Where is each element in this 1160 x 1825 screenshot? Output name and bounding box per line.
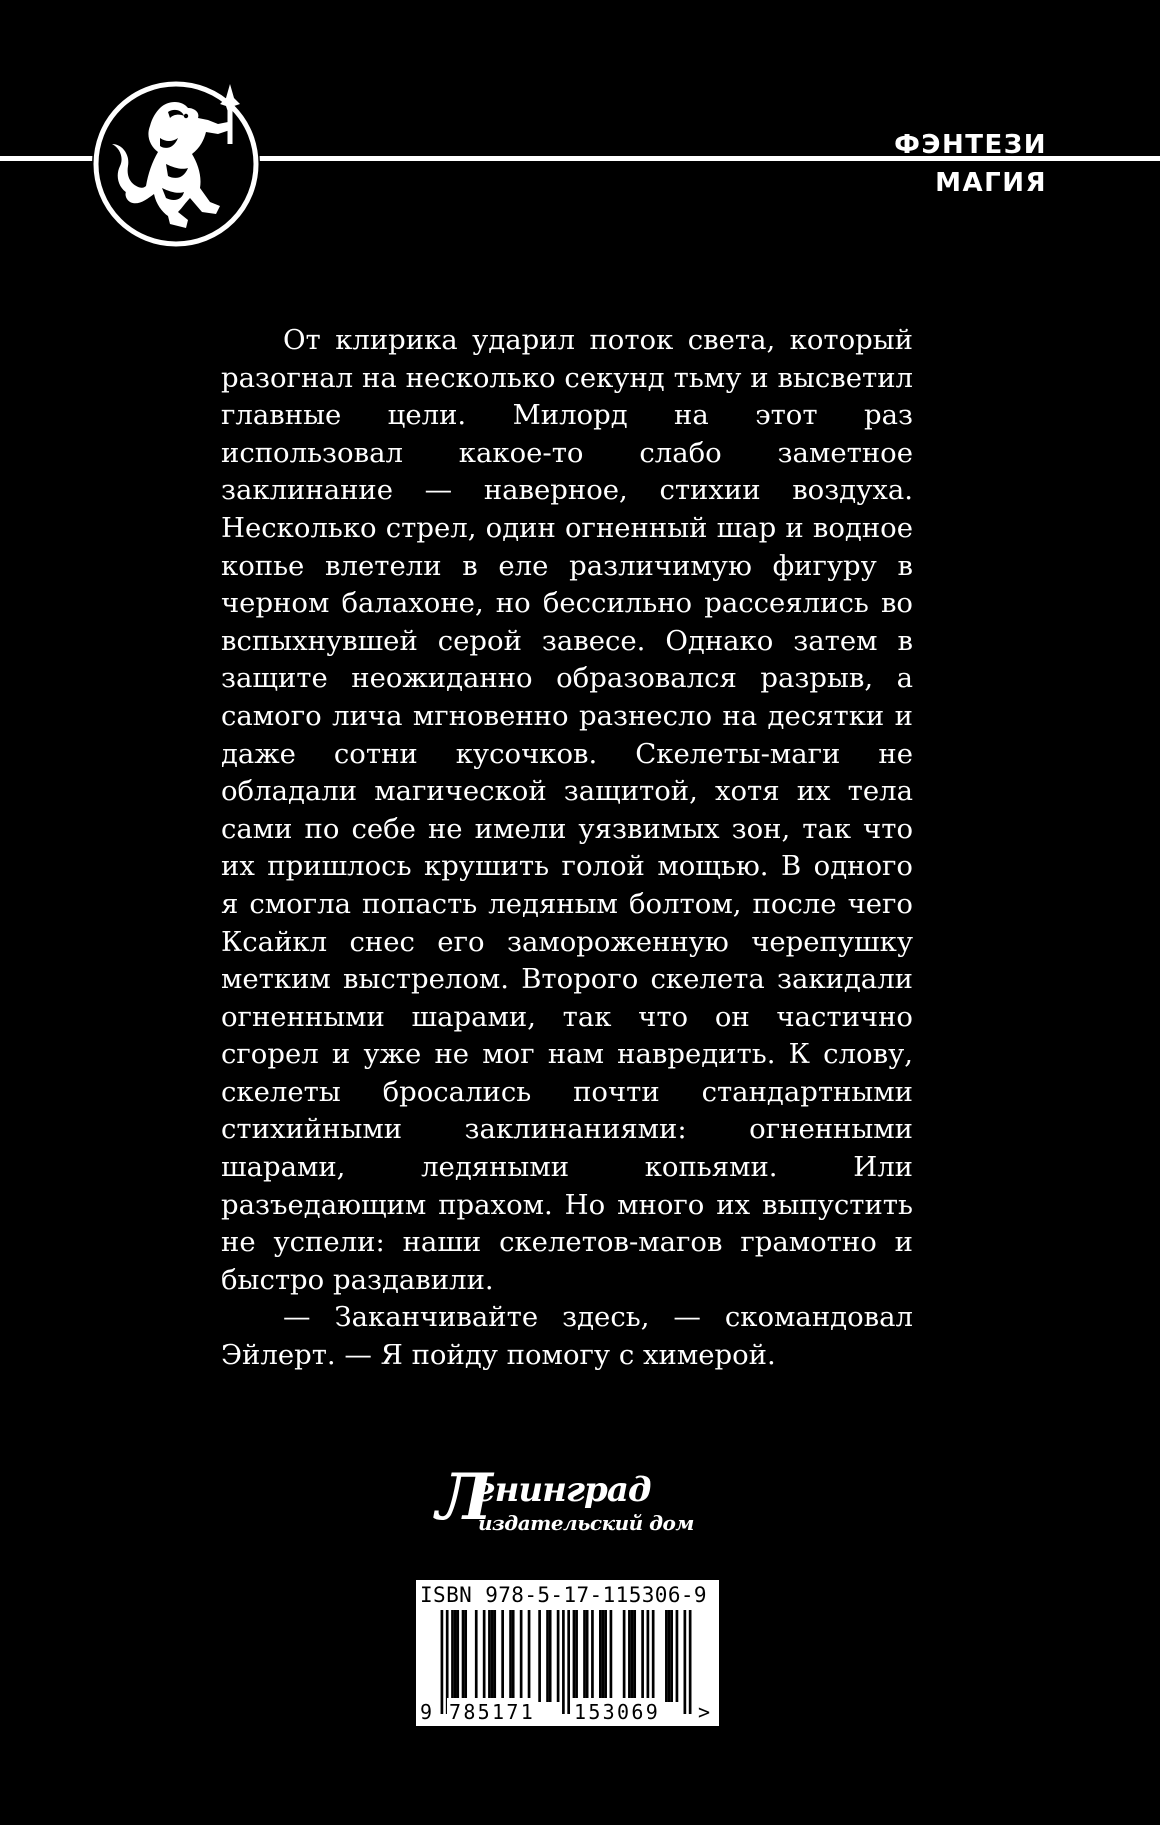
barcode-bar — [456, 1610, 459, 1702]
blurb-paragraph: От клирика ударил поток света, который разогнал на несколько секунд тьму и высветил главные цели. Милорд на этот раз использовал какое-то слабо заметное заклинание — наверное, стихии воздуха. Несколько стрел, один огненный шар и водное копье влетели в еле различимую фигуру в черном балахоне, но бессильно рассеялись во вспыхнувшей серой завесе. Однако затем в защите неожиданно образовался разрыв, а самого лича мгновенно разнесло на десятки и даже сотни кусочков. Скелеты-маги не обладали магической защитой, хотя их тела сами по себе не имели уязвимых зон, так что их пришлось крушить голой мощью. В одного я смогла попасть ледяным болтом, после чего Ксайкл снес его замороженную черепушку метким выстрелом. Второго скелета закидали огненными шарами, так что он частично сгорел и уже не мог нам навредить. К слову, скелеты бросались почти стандартными стихийными заклинаниями: огненными шарами, ледяными копьями. Или разъедающим прахом. Но много их выпустить не успели: наши скелетов-магов грамотно и быстро раздавили. — [221, 324, 913, 1296]
isbn-barcode — [416, 1580, 719, 1726]
barcode-bar — [575, 1610, 578, 1702]
blurb-paragraph: — Заканчивайте здесь, — скомандовал Эйлерт. — Я пойду помогу с химерой. — [221, 1301, 913, 1372]
ean-right-group: 153069 — [574, 1700, 661, 1724]
barcode-bar — [538, 1610, 541, 1702]
barcode-bar — [610, 1610, 613, 1702]
publisher-logo — [432, 1460, 732, 1542]
heraldic-lion-with-halberd-icon — [92, 80, 260, 248]
barcode-bar — [462, 1610, 465, 1702]
barcode-bar — [454, 1610, 457, 1702]
barcode-bar — [604, 1610, 607, 1702]
barcode-bar — [493, 1610, 496, 1702]
barcode-bar — [464, 1610, 467, 1702]
barcode-bar — [623, 1610, 626, 1702]
publisher-logo-name: енинград — [474, 1470, 651, 1510]
barcode-bar — [631, 1610, 634, 1702]
genre-labels — [894, 126, 1047, 202]
ean-left-group: 785171 — [449, 1700, 536, 1724]
barcode-bar — [451, 1610, 454, 1702]
barcode-bar — [591, 1610, 594, 1702]
barcode-bar — [647, 1610, 650, 1702]
genre-magic-label: МАГИЯ — [935, 168, 1047, 198]
publisher-logo-subtitle: издательский дом — [478, 1511, 694, 1535]
ean-digits — [416, 1698, 719, 1726]
barcode-bar — [676, 1610, 679, 1702]
barcode-bar — [602, 1610, 605, 1702]
quiet-zone-mark: > — [698, 1700, 711, 1724]
book-blurb — [221, 322, 913, 1375]
barcode-bar — [665, 1610, 668, 1702]
barcode-bar — [549, 1610, 552, 1702]
barcode-bar — [583, 1610, 586, 1702]
barcode-bar — [483, 1610, 486, 1702]
barcode-bar — [599, 1610, 602, 1702]
barcode-bar — [528, 1610, 531, 1702]
barcode-bar — [641, 1610, 644, 1702]
barcode-bar — [512, 1610, 515, 1702]
barcode-bar — [652, 1610, 655, 1702]
barcode-bar — [586, 1610, 589, 1702]
barcode-bar — [501, 1610, 504, 1702]
isbn-label: ISBN 978-5-17-115306-9 — [420, 1583, 707, 1607]
barcode-bar — [475, 1610, 478, 1702]
barcode-bar — [488, 1610, 491, 1702]
barcode-bar — [491, 1610, 494, 1702]
publisher-logo-initial: Л — [436, 1460, 491, 1535]
barcode-bar — [557, 1610, 560, 1702]
barcode-bar — [670, 1610, 673, 1702]
barcode-bar — [633, 1610, 636, 1702]
publisher-emblem — [90, 78, 262, 250]
barcode-bar — [509, 1610, 512, 1702]
barcode-bar — [628, 1610, 631, 1702]
ean-first-digit: 9 — [420, 1700, 433, 1724]
barcode-bar — [668, 1610, 671, 1702]
genre-fantasy-label: ФЭНТЕЗИ — [894, 130, 1047, 160]
barcode-bar — [573, 1610, 576, 1702]
barcode-bar — [520, 1610, 523, 1702]
barcode-bar — [546, 1610, 549, 1702]
